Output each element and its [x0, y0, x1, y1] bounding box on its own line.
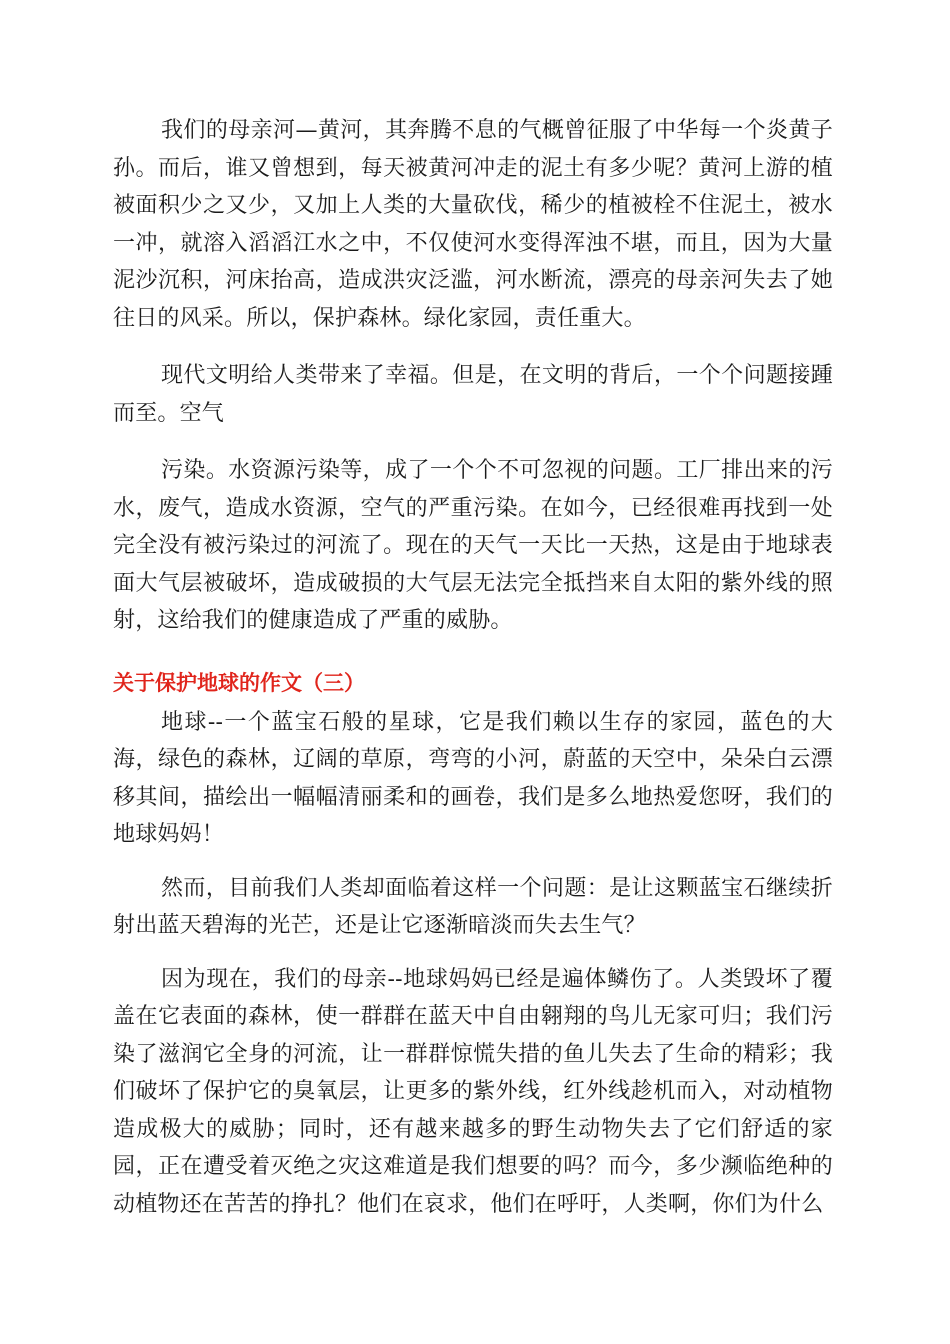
section-heading: 关于保护地球的作文（三）	[113, 670, 365, 695]
paragraph-earth-sapphire: 地球--一个蓝宝石般的星球，它是我们赖以生存的家园，蓝色的大海，绿色的森林，辽阔的草原，弯弯的小河，蔚蓝的天空中，朵朵白云漂移其间，描绘出一幅幅清丽柔和的画卷，我们是多么地热爱您呀，我们的地球妈妈！	[113, 709, 833, 847]
paragraph-modern-civilization: 现代文明给人类带来了幸福。但是，在文明的背后，一个个问题接踵而至。空气	[113, 363, 833, 426]
paragraph-however: 然而，目前我们人类却面临着这样一个问题：是让这颗蓝宝石继续折射出蓝天碧海的光芒，还是让它逐渐暗淡而失去生气？	[113, 875, 833, 938]
paragraph-earth-wounded: 因为现在，我们的母亲--地球妈妈已经是遍体鳞伤了。人类毁坏了覆盖在它表面的森林，使一群群在蓝天中自由翱翔的鸟儿无家可归；我们污染了滋润它全身的河流，让一群群惊慌失措的鱼儿失去了生命的精彩；我们破坏了保护它的臭氧层，让更多的紫外线，红外线趁机而入，对动植物造成极大的威胁；同时，还有越来越多的野生动物失去了它们舒适的家园，正在遭受着灭绝之灾这难道是我们想要的吗？而今，多少濒临绝种的动植物还在苦苦的挣扎？他们在哀求，他们在呼吁，人类啊，你们为什么	[113, 966, 833, 1217]
paragraph-pollution: 污染。水资源污染等，成了一个个不可忽视的问题。工厂排出来的污水，废气，造成水资源，空气的严重污染。在如今，已经很难再找到一处完全没有被污染过的河流了。现在的天气一天比一天热，这是由于地球表面大气层被破坏，造成破损的大气层无法完全抵挡来自太阳的紫外线的照射，这给我们的健康造成了严重的威胁。	[113, 458, 833, 633]
paragraph-yellow-river: 我们的母亲河—黄河，其奔腾不息的气概曾征服了中华每一个炎黄子孙。而后，谁又曾想到，每天被黄河冲走的泥土有多少呢？黄河上游的植被面积少之又少，又加上人类的大量砍伐，稀少的植被栓不住泥土，被水一冲，就溶入滔滔江水之中，不仅使河水变得浑浊不堪，而且，因为大量泥沙沉积，河床抬高，造成洪灾泛滥，河水断流，漂亮的母亲河失去了她往日的风采。所以，保护森林。绿化家园，责任重大。	[113, 118, 833, 331]
document-page	[113, 112, 833, 1223]
